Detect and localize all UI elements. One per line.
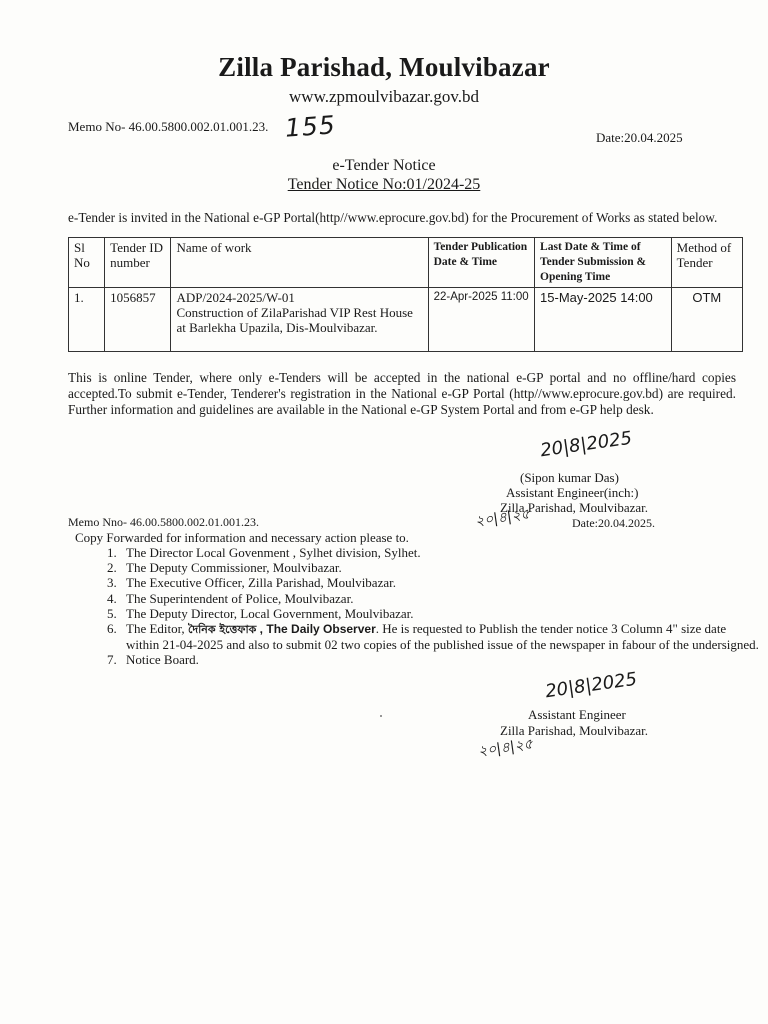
work-code: ADP/2024-2025/W-01 <box>176 290 295 305</box>
list-item: 7. Notice Board. <box>120 652 760 667</box>
list-item: 5. The Deputy Director, Local Government, Moulvibazar. <box>120 606 760 621</box>
speck-mark <box>380 715 382 717</box>
cell-name-of-work <box>171 288 428 352</box>
document-title: Zilla Parishad, Moulvibazar <box>218 52 550 82</box>
cell-method: OTM <box>671 288 742 352</box>
signatory-office-2: Zilla Parishad, Moulvibazar. <box>500 723 649 738</box>
handwritten-memo-number: 155 <box>284 110 337 143</box>
header-last-date: Last Date & Time of Tender Submission & Opening Time <box>535 238 672 288</box>
cell-last-date: 15-May-2025 14:00 <box>535 288 672 352</box>
notice-heading: e-Tender Notice <box>332 157 436 174</box>
list-item: 3. The Executive Officer, Zilla Parishad, Moulvibazar. <box>120 575 760 590</box>
distribution-list <box>96 545 760 668</box>
signature-date: Date:20.04.2025. <box>572 516 655 530</box>
signature-scribble: 20|8|2025 <box>538 427 634 462</box>
work-description: Construction of ZilaParishad VIP Rest House at Barlekha Upazila, Dis-Moulvibazar. <box>176 305 413 335</box>
cell-tender-id: 1056857 <box>105 288 171 352</box>
header-method: Method of Tender <box>671 238 742 288</box>
signatory-name: (Sipon kumar Das) <box>520 470 619 485</box>
list-item: 1. The Director Local Govenment , Sylhet division, Sylhet. <box>120 545 760 560</box>
editor-prefix: The Editor, <box>126 621 188 637</box>
list-item: 2. The Deputy Commissioner, Moulvibazar. <box>120 560 760 575</box>
intro-paragraph: e-Tender is invited in the National e-GP Portal(http//www.eprocure.gov.bd) for the Procurement of Works as stated below. <box>68 210 718 225</box>
tender-notice-number <box>0 176 768 194</box>
memo-number: Memo No- 46.00.5800.002.01.001.23. <box>68 119 269 134</box>
header-sl: Sl No <box>69 238 105 288</box>
handwritten-initial-2: ২০|৪|২৫ <box>477 736 534 760</box>
signatory-office: Zilla Parishad, Moulvibazar. <box>500 500 649 515</box>
list-item: 4. The Superintendent of Police, Moulvibazar. <box>120 591 760 606</box>
separator: , <box>256 622 267 637</box>
website-url: www.zpmoulvibazar.gov.bd <box>289 87 479 106</box>
notice-date: Date:20.04.2025 <box>596 130 683 145</box>
copy-forwarded-line: Copy Forwarded for information and necessary action please to. <box>75 530 409 545</box>
editor-instruction: . He is requested to Publish the tender notice 3 Column 4" size date within 21-04-2025 and also to submit 02 two copies of the published issue of the newspaper in fabour of the undersigned. <box>126 621 759 653</box>
signatory-role: Assistant Engineer(inch:) <box>506 485 639 500</box>
header-tender-id: Tender ID number <box>105 238 171 288</box>
table-row <box>69 288 743 352</box>
table-header-row <box>69 238 743 288</box>
signatory-role-2: Assistant Engineer <box>528 707 626 722</box>
cell-publication: 22-Apr-2025 11:00 <box>428 288 534 352</box>
handwritten-initial: ২০|৪|২৫ <box>474 506 531 530</box>
header-name-of-work: Name of work <box>171 238 428 288</box>
signature-scribble-2: 20|8|2025 <box>543 668 639 703</box>
header-publication: Tender Publication Date & Time <box>428 238 534 288</box>
cell-sl: 1. <box>69 288 105 352</box>
english-newspaper: The Daily Observer <box>266 622 376 637</box>
tender-table <box>68 237 743 352</box>
tender-notice-number-text: Tender Notice No:01/2024-25 <box>287 176 481 193</box>
distribution-memo-number: Memo Nno- 46.00.5800.002.01.001.23. <box>68 515 259 529</box>
list-item-editor <box>120 621 760 652</box>
bengali-newspaper: দৈনিক ইত্তেফাক <box>187 623 257 637</box>
body-paragraph: This is online Tender, where only e-Tenders will be accepted in the national e-GP portal and no offline/hard copies accepted.To submit e-Tender, Tenderer's registration in the National e-GP Portal (http//www.eprocure.gov.bd) are required. Further information and guidelines are available in the National e-GP System Portal and from e-GP help desk. <box>68 370 736 417</box>
